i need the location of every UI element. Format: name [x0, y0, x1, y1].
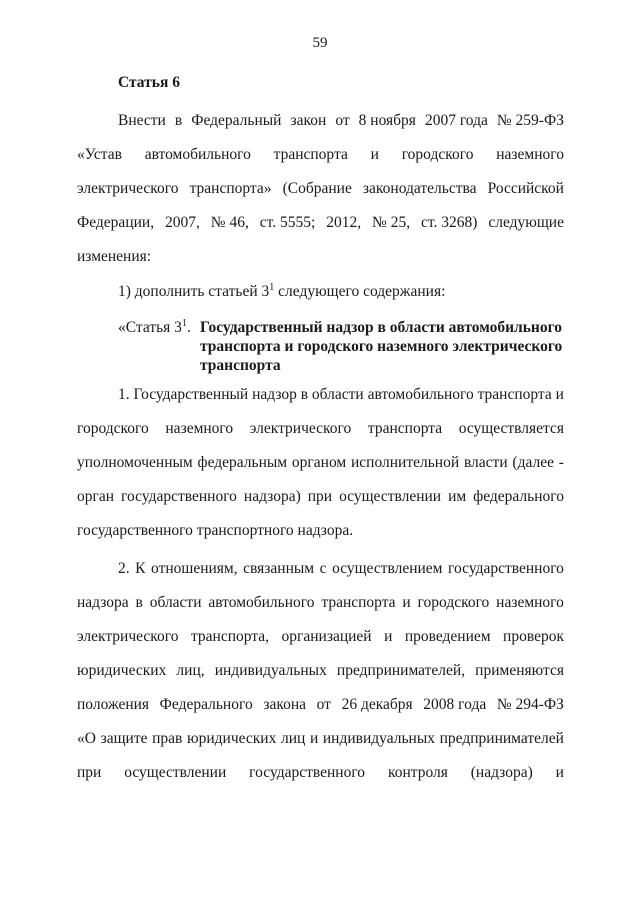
word: наземного: [496, 146, 564, 163]
word: федеральным: [197, 454, 288, 471]
word: 2008 года: [423, 696, 487, 713]
word: от: [316, 696, 331, 713]
word: защите: [100, 730, 148, 747]
p2-line-7: [77, 756, 564, 790]
sub-article-label: «Статья $3^1$.: [118, 318, 191, 336]
word: области: [311, 386, 364, 403]
word: осуществляется: [458, 420, 564, 437]
word: юридических: [187, 730, 277, 747]
word: № 294-ФЗ: [496, 696, 564, 713]
word: «О: [77, 730, 96, 747]
word: и: [555, 764, 564, 781]
word: электрического: [77, 180, 179, 197]
word: и: [402, 594, 411, 611]
p2-line-1: [118, 552, 564, 586]
word: № 25,: [372, 214, 411, 231]
word: электрического: [77, 628, 179, 645]
word: уполномоченным: [77, 454, 193, 471]
word: проверок: [503, 628, 564, 645]
word: власти: [463, 454, 508, 471]
word: электрического: [249, 420, 352, 437]
p1-line-4: [77, 480, 564, 514]
p2-line-5: [77, 688, 564, 722]
word: с: [319, 560, 327, 577]
word: транспорта: [321, 594, 396, 611]
word: исполнительной: [351, 454, 460, 471]
word: проведением: [404, 628, 491, 645]
word: следующие: [488, 214, 564, 231]
item-1-text: [118, 275, 568, 309]
word: в: [174, 112, 183, 129]
p1-line-2: [77, 412, 564, 446]
item-1-prefix: 1) дополнить статьей 3: [118, 283, 270, 300]
word: наземного: [165, 420, 234, 437]
word: и: [555, 386, 564, 403]
sub-article-title-line-3: транспорта: [200, 357, 281, 374]
word: Федеральный: [191, 112, 282, 129]
word: (далее: [512, 454, 554, 471]
word: ст. 5555;: [259, 214, 316, 231]
word: ст. 3268): [421, 214, 478, 231]
word: транспорта»: [189, 180, 272, 197]
word: орган: [77, 488, 115, 505]
word: органом: [291, 454, 347, 471]
word: в: [300, 386, 309, 403]
word: К: [135, 560, 146, 577]
p2-line-2: [77, 586, 564, 620]
word: контроля: [387, 764, 448, 781]
word: транспорта: [367, 420, 443, 437]
word: надзора): [243, 488, 301, 505]
word: 2.: [118, 560, 130, 577]
sub-article-title: [200, 318, 580, 375]
p1-line-1: [118, 378, 564, 412]
word: области: [149, 594, 202, 611]
word: при: [307, 488, 333, 505]
word: закон: [290, 112, 327, 129]
word: автомобильного: [144, 146, 251, 163]
word: транспорта,: [190, 628, 270, 645]
item-1-superscript: 1: [269, 282, 275, 293]
word: лиц,: [176, 662, 205, 679]
word: государственного: [448, 560, 564, 577]
word: осуществлении: [339, 488, 442, 505]
word: городского: [77, 420, 149, 437]
page-number: 59: [312, 35, 328, 51]
word: индивидуальных: [214, 662, 327, 679]
word: 8 ноября: [358, 112, 416, 129]
intro-line-1: [118, 104, 564, 138]
sub-article-title-line-1: Государственный надзор в области автомобильного: [200, 319, 562, 336]
word: Российской: [487, 180, 564, 197]
word: автомобильного: [208, 594, 315, 611]
word: законодательства: [362, 180, 477, 197]
word: и: [309, 730, 319, 747]
word: им: [448, 488, 467, 505]
word: городского: [417, 594, 490, 611]
word: Государственный: [133, 386, 249, 403]
word: предпринимателей,: [336, 662, 466, 679]
word: государственного: [249, 764, 366, 781]
sub-article-title-line-2: транспорта и городского наземного электрического: [200, 338, 563, 355]
word: отношениям,: [151, 560, 238, 577]
word: федерального: [473, 488, 564, 505]
word: при: [77, 764, 102, 781]
item-1-suffix: следующего содержания:: [274, 283, 446, 300]
word: предпринимателей: [439, 730, 564, 747]
word: государственного: [121, 488, 237, 505]
word: (Собрание: [282, 180, 352, 197]
word: осуществлением: [332, 560, 443, 577]
word: Федерального: [159, 696, 253, 713]
word: «Устав: [77, 146, 122, 163]
intro-line-3: [77, 172, 564, 206]
paragraph-2: [77, 552, 564, 790]
word: связанным: [243, 560, 315, 577]
word: прав: [152, 730, 183, 747]
intro-line-4: [77, 206, 564, 240]
intro-line-2: [77, 138, 564, 172]
p1-line-3: [77, 446, 564, 480]
word: и: [384, 628, 393, 645]
word: надзор: [252, 386, 297, 403]
p2-line-4: [77, 654, 564, 688]
word: юридических: [77, 662, 167, 679]
word: 2007,: [165, 214, 200, 231]
word: 26 декабря: [341, 696, 413, 713]
word: от: [335, 112, 350, 129]
word: закона: [263, 696, 306, 713]
intro-paragraph: [77, 104, 564, 274]
word: транспорта: [273, 146, 348, 163]
word: (надзора): [470, 764, 533, 781]
word: в: [135, 594, 143, 611]
p2-line-3: [77, 620, 564, 654]
word: и: [370, 146, 379, 163]
word: № 46,: [210, 214, 249, 231]
word: автомобильного: [367, 386, 474, 403]
word: надзора: [77, 594, 129, 611]
word: городского: [401, 146, 474, 163]
word: Внести: [118, 112, 166, 129]
word: № 259-ФЗ: [496, 112, 564, 129]
word: организацией: [281, 628, 372, 645]
word: наземного: [496, 594, 564, 611]
word: осуществлении: [124, 764, 227, 781]
word: транспорта: [477, 386, 552, 403]
word: применяются: [475, 662, 564, 679]
p2-line-6: [77, 722, 564, 756]
p1-line-5: государственного транспортного надзора.: [77, 522, 354, 539]
word: -: [558, 454, 564, 471]
word: 1.: [118, 386, 130, 403]
article-heading: Статья 6: [118, 74, 180, 91]
word: лиц: [280, 730, 306, 747]
word: индивидуальных: [322, 730, 435, 747]
word: Федерации,: [77, 214, 155, 231]
word: 2012,: [326, 214, 362, 231]
intro-line-5: изменения:: [77, 248, 152, 265]
paragraph-1: [77, 378, 564, 548]
word: положения: [77, 696, 150, 713]
word: 2007 года: [424, 112, 488, 129]
